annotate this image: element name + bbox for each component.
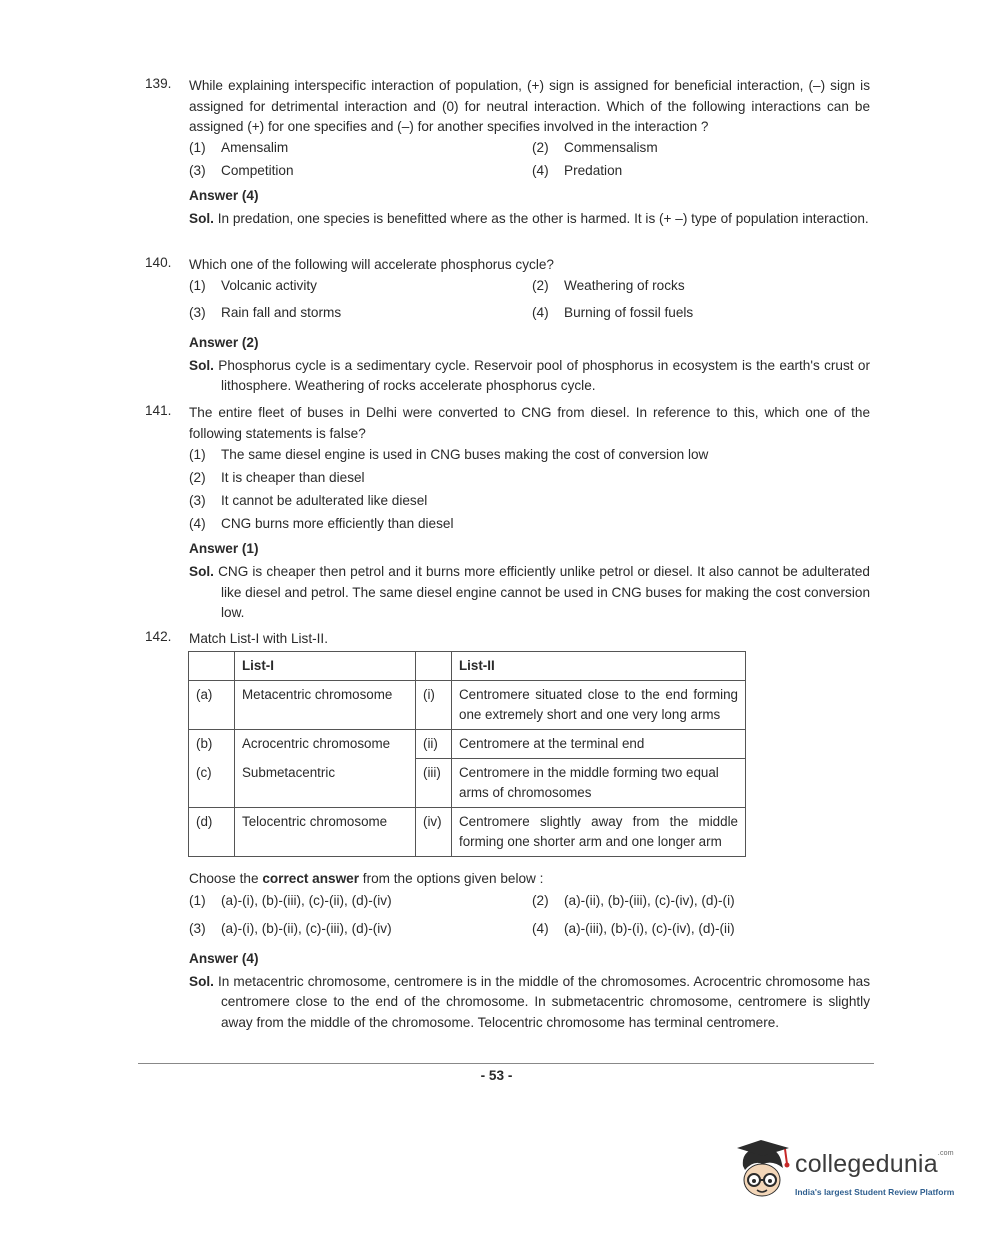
question-number: 139.	[145, 76, 172, 91]
solution: Sol. CNG is cheaper then petrol and it burns more efficiently unlike petrol or diesel. It also cannot be adulterated like diesel and petrol. The same diesel engine cannot be used in CNG buses for making the cost conversion low.	[189, 564, 870, 620]
list-2-item: Centromere at the terminal end	[452, 730, 746, 759]
solution: Sol. In predation, one species is benefitted where as the other is harmed. It is (+ –) type of population interaction.	[189, 210, 869, 226]
list-2-item: Centromere situated close to the end forming one extremely short and one very long arms	[452, 681, 746, 730]
row-label: (d)	[189, 808, 235, 857]
question-141	[145, 403, 870, 624]
list-1-item: Telocentric chromosome	[235, 808, 416, 857]
answer: Answer (1)	[189, 541, 259, 556]
option-3: (3) It cannot be adulterated like diesel	[189, 493, 428, 508]
option-1: (1) (a)-(i), (b)-(iii), (c)-(ii), (d)-(iv)	[189, 892, 392, 908]
option-3: (3) (a)-(i), (b)-(ii), (c)-(iii), (d)-(iv)	[189, 920, 392, 936]
mascot-icon	[733, 1138, 795, 1210]
option-2: (2) (a)-(ii), (b)-(iii), (c)-(iv), (d)-(i)	[532, 892, 735, 908]
option-3: (3) Rain fall and storms	[189, 304, 342, 320]
list-1-item: Metacentric chromosome	[235, 681, 416, 730]
list-2-item: Centromere slightly away from the middle forming one shorter arm and one longer arm	[452, 808, 746, 857]
table-row	[189, 681, 746, 730]
solution: Sol. In metacentric chromosome, centromere is in the middle of the chromosomes. Acrocentric chromosome has centromere close to the end of the chromosome. In submetacentric chromosome, centromere is slightly away from the middle of the chromosome. Telocentric chromosome has terminal centromere.	[189, 973, 871, 1030]
option-2: (2) It is cheaper than diesel	[189, 470, 365, 485]
list-1-item: Submetacentric	[235, 759, 416, 808]
choose-instruction: Choose the correct answer from the options given below :	[189, 871, 544, 886]
question-number: 142.	[145, 629, 172, 644]
option-1: (1) Amensalim	[189, 139, 289, 155]
collegedunia-logo	[733, 1138, 963, 1213]
row-numeral: (iii)	[416, 759, 452, 808]
options	[189, 278, 870, 333]
table-header-row	[189, 652, 746, 681]
question-text: Match List-I with List-II.	[189, 631, 328, 646]
option-4: (4) Burning of fossil fuels	[532, 304, 694, 320]
list-2-item: Centromere in the middle forming two equal arms of chromosomes	[452, 759, 746, 808]
option-4: (4) Predation	[532, 162, 623, 178]
row-label: (c)	[189, 759, 235, 808]
list-2-header: List-II	[452, 652, 746, 681]
question-140	[145, 255, 870, 397]
page-number: - 53 -	[480, 1068, 513, 1083]
row-numeral: (iv)	[416, 808, 452, 857]
question-number: 140.	[145, 255, 172, 270]
table-row	[189, 759, 746, 808]
logo-wordmark: collegedunia$^{.com}$	[795, 1150, 954, 1178]
match-table	[188, 651, 746, 857]
options	[189, 893, 870, 949]
option-2: (2) Weathering of rocks	[532, 277, 685, 293]
row-label: (b)	[189, 730, 235, 759]
answer: Answer (4)	[189, 187, 259, 203]
logo-tagline: India's largest Student Review Platform	[795, 1187, 955, 1197]
row-numeral: (i)	[416, 681, 452, 730]
option-3: (3) Competition	[189, 162, 294, 178]
row-numeral: (ii)	[416, 730, 452, 759]
options	[189, 140, 870, 186]
list-1-item: Acrocentric chromosome	[235, 730, 416, 759]
solution: Sol. Phosphorus cycle is a sedimentary cycle. Reservoir pool of phosphorus in ecosystem is the earth's crust or lithosphere. Weathering of rocks accelerate phosphorus cycle.	[189, 357, 871, 393]
option-1: (1) Volcanic activity	[189, 277, 317, 293]
footer-divider	[138, 1063, 874, 1064]
options	[189, 447, 870, 539]
question-text: The entire fleet of buses in Delhi were converted to CNG from diesel. In reference to this, which one of the following statements is false?	[189, 405, 870, 441]
question-139	[145, 76, 870, 229]
option-4: (4) CNG burns more efficiently than diesel	[189, 516, 454, 531]
question-text: While explaining interspecific interaction of population, (+) sign is assigned for beneficial interaction, (–) sign is assigned for detrimental interaction and (0) for neutral interaction. Which of the following interactions can be assigned (+) for one specifies and (–) for another specifies involved in the interaction ?	[189, 78, 870, 134]
option-1: (1) The same diesel engine is used in CNG buses making the cost of conversion low	[189, 447, 709, 462]
question-142-options	[145, 869, 870, 1033]
question-number: 141.	[145, 403, 172, 418]
question-text: Which one of the following will accelerate phosphorus cycle?	[189, 257, 554, 272]
option-2: (2) Commensalism	[532, 139, 658, 155]
option-4: (4) (a)-(iii), (b)-(i), (c)-(iv), (d)-(ii)	[532, 920, 735, 936]
question-142	[145, 629, 870, 650]
row-label: (a)	[189, 681, 235, 730]
table-row	[189, 730, 746, 759]
answer: Answer (4)	[189, 950, 259, 966]
answer: Answer (2)	[189, 334, 259, 350]
list-1-header: List-I	[235, 652, 416, 681]
table-row	[189, 808, 746, 857]
